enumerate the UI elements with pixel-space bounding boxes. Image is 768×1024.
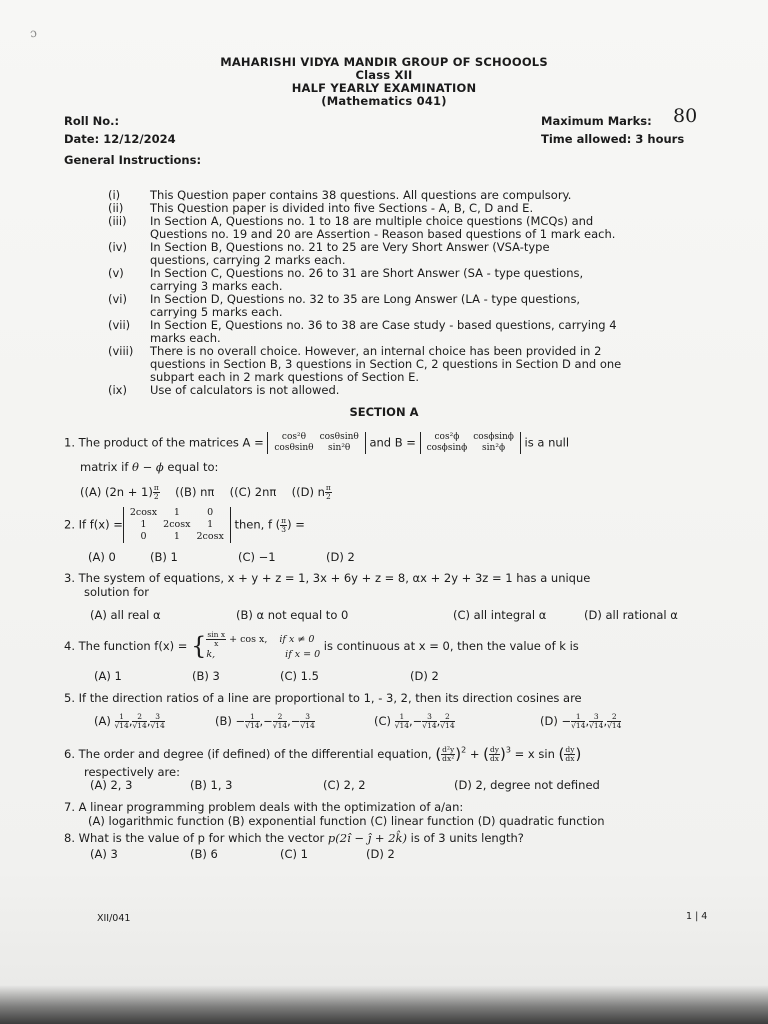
q4-option-b: (B) 3: [192, 669, 220, 683]
instruction-text: Use of calculators is not allowed.: [150, 383, 340, 397]
q1-option-c: ((C) 2nπ: [229, 485, 277, 499]
q8-options: [90, 847, 395, 861]
matrix-a: [267, 432, 365, 454]
q5-option-d: (D) − $\frac{1}{√14}$ , $\frac{3}{√14}$ , $\frac{2}{√14}$: [540, 712, 622, 730]
question-2: 2. If f(x) = 2cosx 1 0 1 2cosx 1 0 1 2cosx then, f ( $\frac{\pi}{3}$ ) =: [64, 507, 305, 542]
instruction-text: questions, carrying 2 marks each.: [150, 253, 346, 267]
roll-no-label: Roll No.:: [64, 114, 120, 128]
q4-option-d: (D) 2: [410, 669, 439, 683]
q5-option-b: (B) − $\frac{1}{√14}$ ,− $\frac{2}{√14}$ ,− $\frac{3}{√14}$: [215, 712, 315, 730]
q6-options: [90, 778, 600, 792]
q1-text: 1. The product of the matrices A =: [64, 435, 268, 450]
q4-option-a: (A) 1: [94, 669, 122, 683]
question-3-line2: solution for: [84, 585, 150, 599]
fraction: $\frac{1}{√14}$: [245, 712, 260, 730]
q2-option-c: (C) −1: [238, 550, 276, 564]
instruction-text: This Question paper contains 38 questions. All questions are compulsory.: [150, 188, 572, 202]
q6-option-c: (C) 2, 2: [323, 778, 366, 792]
instruction-number: (i): [108, 188, 121, 202]
q2-options: [88, 550, 355, 564]
q8-text: 8. What is the value of p for which the vector: [64, 831, 328, 845]
instruction-text: There is no overall choice. However, an internal choice has been provided in 2: [150, 344, 602, 358]
matrix-cell: sin²θ: [328, 443, 351, 453]
matrix-b: [420, 432, 521, 454]
exam-title: HALF YEARLY EXAMINATION: [291, 81, 477, 95]
instruction-number: (iv): [108, 240, 127, 254]
fraction: $\frac{3}{√14}$: [150, 712, 165, 730]
exam-date: Date: 12/12/2024: [64, 132, 176, 146]
matrix-cell: 0: [140, 531, 147, 542]
fraction: $\frac{1}{√14}$: [394, 712, 409, 730]
question-1-line2: [80, 460, 218, 474]
q3-option-b: (B) α not equal to 0: [236, 608, 349, 622]
question-3: 3. The system of equations, x + y + z = 1, 3x + 6y + z = 8, αx + 2y + 3z = 1 has a unique: [64, 571, 591, 585]
matrix-cell: cosθsinθ: [274, 443, 314, 453]
q6-option-b: (B) 1, 3: [190, 778, 233, 792]
max-marks-value: 80: [673, 105, 698, 127]
q3-option-a: (A) all real α: [90, 608, 161, 622]
question-6: 6. The order and degree (if defined) of the differential equation, ( $\frac{\text{d²y}}{\text{dx²}}$ )$^2$ + ( $\frac{dy}{dx}$ )$^3$ = x sin ( $\frac{dy}{dx}$ ): [64, 744, 582, 763]
q5-options: [94, 713, 621, 730]
subject-label: (Mathematics 041): [321, 94, 447, 108]
fraction: $\frac{2}{√14}$: [132, 712, 147, 730]
instruction-number: (v): [108, 266, 124, 280]
question-1: [64, 432, 569, 454]
q1-option-a: ((A) (2n + 1) $\frac{\pi}{2}$: [80, 483, 159, 501]
q1-text-mid: and B =: [365, 435, 420, 450]
q8-vector: p(2î − ĵ + 2k̂): [327, 831, 407, 845]
question-4: 4. The function f(x) = { $\frac{\text{sin x}}{x}$ + cos x, if x ≠ 0 k, if x = 0 is continuous at x = 0, then the value of k is: [64, 630, 579, 660]
q4-text-end: is continuous at x = 0, then the value of k is: [320, 639, 579, 653]
question-8: [64, 831, 524, 845]
matrix-cell: cosϕsinϕ: [473, 432, 514, 442]
q2-text-b: then, f (: [230, 517, 281, 532]
matrix-cell: 2cosx: [129, 507, 158, 518]
instruction-text: In Section A, Questions no. 1 to 18 are multiple choice questions (MCQs) and: [150, 214, 594, 228]
q6-text: 6. The order and degree (if defined) of the differential equation,: [64, 747, 436, 761]
q1-text-end: is a null: [520, 435, 570, 450]
instruction-text: This Question paper is divided into five Sections - A, B, C, D and E.: [150, 201, 534, 215]
q2-option-a: (A) 0: [88, 550, 116, 564]
question-5: 5. If the direction ratios of a line are proportional to 1, - 3, 2, then its direction cosines are: [64, 691, 582, 705]
matrix-cell: 1: [207, 519, 214, 530]
q1-options: [80, 484, 332, 501]
paper-code: XII/041: [97, 913, 131, 924]
q2-option-d: (D) 2: [326, 550, 355, 564]
q4-options: [94, 669, 439, 683]
q8-text-end: is of 3 units length?: [407, 831, 524, 845]
piecewise-cases: $\frac{\text{sin x}}{x}$ + cos x, if x ≠ 0 k, if x = 0: [206, 630, 321, 660]
max-marks-label: Maximum Marks:: [541, 114, 652, 128]
q2-text-c: ) =: [287, 517, 305, 532]
matrix-cell: cosϕsinϕ: [426, 443, 468, 453]
instruction-number: (iii): [108, 214, 127, 228]
q8-option-b: (B) 6: [190, 847, 218, 861]
q6-option-d: (D) 2, degree not defined: [454, 778, 600, 792]
q8-option-d: (D) 2: [366, 847, 395, 861]
q1-line2-a: matrix if: [80, 460, 133, 474]
instruction-text: questions in Section B, 3 questions in Section C, 2 questions in Section D and one: [150, 357, 622, 371]
matrix-cell: sin²ϕ: [482, 443, 506, 453]
instruction-number: (vii): [108, 318, 131, 332]
fraction: $\frac{3}{√14}$: [300, 712, 315, 730]
instructions-title: General Instructions:: [64, 153, 202, 167]
determinant: [123, 507, 231, 543]
class-label: Class XII: [355, 68, 413, 82]
matrix-cell: 2cosx: [196, 531, 224, 542]
matrix-cell: cos²ϕ: [434, 432, 460, 442]
q1-option-d: ((D) n $\frac{\pi}{2}$: [291, 483, 331, 501]
fraction: $\frac{2}{√14}$: [272, 712, 288, 730]
matrix-cell: 0: [207, 507, 214, 518]
q5-option-c: (C) $\frac{1}{√14}$ ,− $\frac{3}{√14}$ , $\frac{2}{√14}$: [374, 712, 455, 730]
pencil-mark: ɔ: [28, 25, 38, 41]
matrix-cell: cos²θ: [281, 432, 307, 442]
instruction-text: In Section E, Questions no. 36 to 38 are Case study - based questions, carrying 4: [150, 318, 617, 332]
instruction-number: (viii): [108, 344, 134, 358]
q2-option-b: (B) 1: [150, 550, 178, 564]
matrix-cell: 1: [173, 507, 180, 518]
instruction-number: (ix): [108, 383, 127, 397]
question-6-line2: respectively are:: [84, 765, 180, 779]
instruction-text: Questions no. 19 and 20 are Assertion - Reason based questions of 1 mark each.: [150, 227, 616, 241]
time-allowed: Time allowed: 3 hours: [541, 132, 685, 146]
instruction-number: (ii): [108, 201, 124, 215]
q1-option-b: ((B) nπ: [175, 485, 215, 499]
fraction: $\frac{1}{√14}$: [114, 712, 129, 730]
instruction-text: carrying 3 marks each.: [150, 279, 283, 293]
fraction: $\frac{2}{√14}$: [440, 712, 455, 730]
q7-options: (A) logarithmic function (B) exponential function (C) linear function (D) quadratic function: [88, 814, 605, 828]
q4-text: 4. The function f(x) =: [64, 639, 192, 653]
instruction-text: In Section C, Questions no. 26 to 31 are Short Answer (SA - type questions,: [150, 266, 584, 280]
instruction-text: carrying 5 marks each.: [150, 305, 283, 319]
q6-eq-rest: = x sin: [510, 747, 559, 761]
instruction-text: marks each.: [150, 331, 221, 345]
fraction: $\frac{2}{√14}$: [607, 712, 622, 730]
matrix-cell: 1: [173, 531, 180, 542]
q2-text: 2. If f(x) =: [64, 517, 123, 532]
q8-option-c: (C) 1: [280, 847, 308, 861]
matrix-cell: 2cosx: [163, 519, 191, 530]
q1-line2-math: θ − ϕ: [132, 460, 164, 474]
fraction: $\frac{1}{√14}$: [571, 712, 586, 730]
page-number: 1 | 4: [686, 911, 708, 922]
q6-option-a: (A) 2, 3: [90, 778, 133, 792]
q3-option-d: (D) all rational α: [584, 608, 678, 622]
matrix-cell: 1: [140, 519, 147, 530]
fraction: $\frac{3}{√14}$: [422, 712, 437, 730]
question-7: 7. A linear programming problem deals with the optimization of a/an:: [64, 800, 464, 814]
section-title: SECTION A: [349, 405, 419, 419]
q5-option-a: (A) $\frac{1}{√14}$ , $\frac{2}{√14}$ , $\frac{3}{√14}$: [94, 712, 165, 730]
matrix-cell: cosθsinθ: [319, 432, 359, 442]
instruction-text: In Section D, Questions no. 32 to 35 are Long Answer (LA - type questions,: [150, 292, 581, 306]
fraction: $\frac{3}{√14}$: [589, 712, 604, 730]
q8-option-a: (A) 3: [90, 847, 118, 861]
scan-shadow: [0, 985, 768, 1024]
q3-option-c: (C) all integral α: [453, 608, 547, 622]
q4-option-c: (C) 1.5: [280, 669, 319, 683]
school-name: MAHARISHI VIDYA MANDIR GROUP OF SCHOOOLS: [220, 55, 548, 69]
instruction-text: In Section B, Questions no. 21 to 25 are Very Short Answer (VSA-type: [150, 240, 550, 254]
q1-line2-b: equal to:: [163, 460, 219, 474]
instruction-text: subpart each in 2 mark questions of Section E.: [150, 370, 419, 384]
q3-options: [90, 608, 678, 622]
instruction-number: (vi): [108, 292, 127, 306]
